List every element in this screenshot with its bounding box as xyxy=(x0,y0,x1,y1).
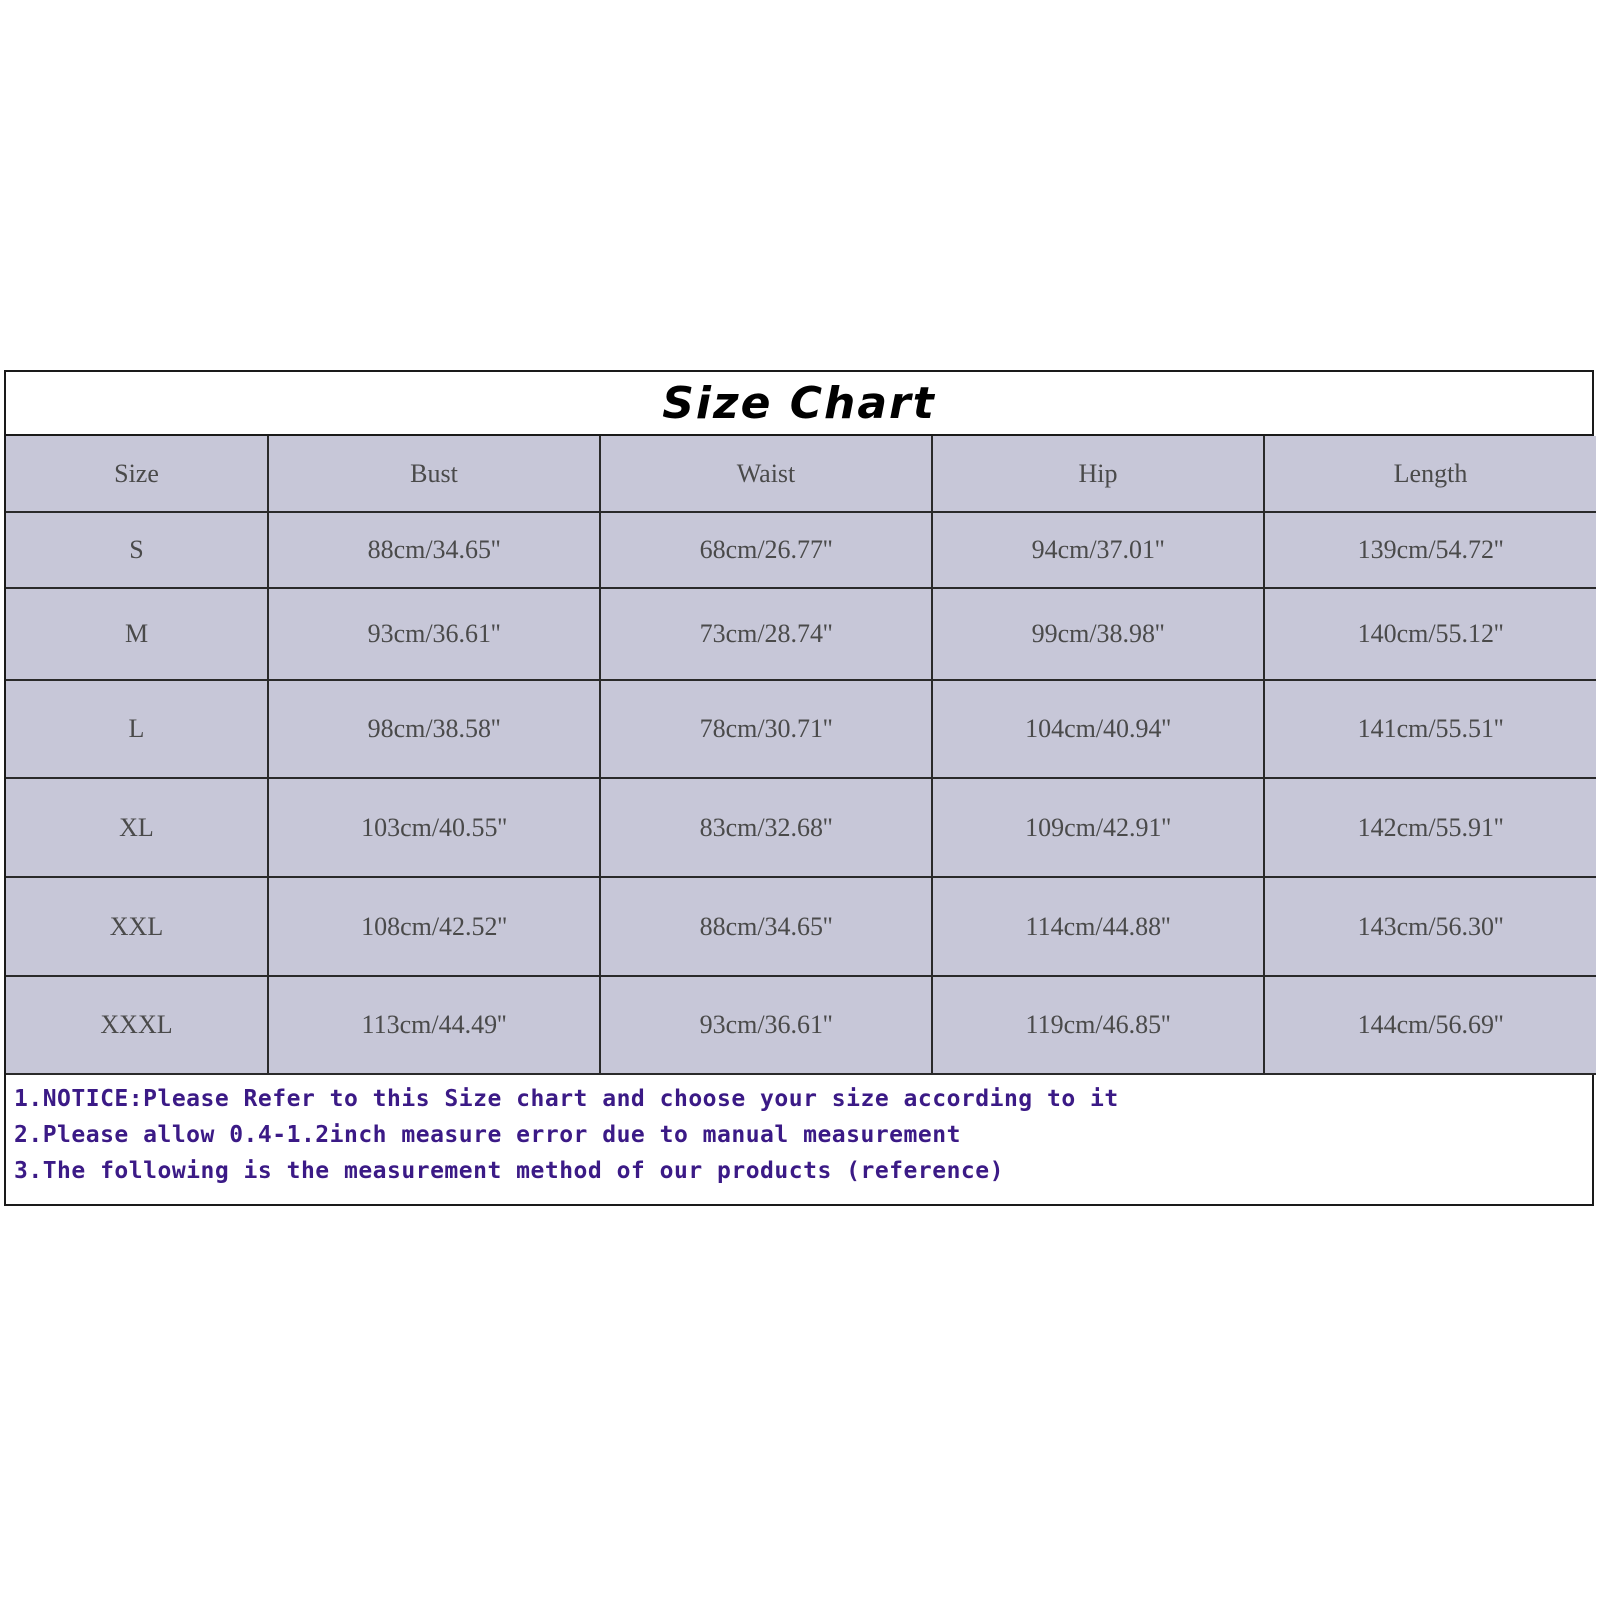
bust-cell: 108cm/42.52'' xyxy=(268,877,600,976)
size-cell: L xyxy=(6,680,268,778)
table-row xyxy=(6,512,1596,588)
length-cell: 140cm/55.12'' xyxy=(1264,588,1596,680)
length-cell: 139cm/54.72'' xyxy=(1264,512,1596,588)
hip-cell: 99cm/38.98'' xyxy=(932,588,1264,680)
waist-cell: 83cm/32.68'' xyxy=(600,778,932,877)
length-cell: 141cm/55.51'' xyxy=(1264,680,1596,778)
header-size: Size xyxy=(6,436,268,512)
length-cell: 144cm/56.69'' xyxy=(1264,976,1596,1074)
header-hip: Hip xyxy=(932,436,1264,512)
size-cell: XXXL xyxy=(6,976,268,1074)
size-cell: XXL xyxy=(6,877,268,976)
waist-cell: 78cm/30.71'' xyxy=(600,680,932,778)
size-table xyxy=(6,436,1596,1075)
size-chart xyxy=(4,370,1594,1206)
length-cell: 142cm/55.91'' xyxy=(1264,778,1596,877)
hip-cell: 109cm/42.91'' xyxy=(932,778,1264,877)
waist-cell: 93cm/36.61'' xyxy=(600,976,932,1074)
hip-cell: 119cm/46.85'' xyxy=(932,976,1264,1074)
table-row xyxy=(6,877,1596,976)
bust-cell: 98cm/38.58'' xyxy=(268,680,600,778)
size-cell: S xyxy=(6,512,268,588)
table-row xyxy=(6,680,1596,778)
table-row xyxy=(6,976,1596,1074)
size-cell: M xyxy=(6,588,268,680)
table-row xyxy=(6,778,1596,877)
chart-title: Size Chart xyxy=(662,377,936,429)
hip-cell: 104cm/40.94'' xyxy=(932,680,1264,778)
hip-cell: 94cm/37.01'' xyxy=(932,512,1264,588)
table-row xyxy=(6,588,1596,680)
table-header-row xyxy=(6,436,1596,512)
notes-section xyxy=(6,1075,1592,1189)
note-measurement-method: 3.The following is the measurement method of our products (reference) xyxy=(14,1158,1004,1184)
title-row xyxy=(6,372,1592,436)
waist-cell: 73cm/28.74'' xyxy=(600,588,932,680)
hip-cell: 114cm/44.88'' xyxy=(932,877,1264,976)
note-measure-error: 2.Please allow 0.4-1.2inch measure error due to manual measurement xyxy=(14,1122,961,1148)
waist-cell: 88cm/34.65'' xyxy=(600,877,932,976)
size-cell: XL xyxy=(6,778,268,877)
bust-cell: 103cm/40.55'' xyxy=(268,778,600,877)
bust-cell: 88cm/34.65'' xyxy=(268,512,600,588)
note-notice: 1.NOTICE:Please Refer to this Size chart and choose your size according to it xyxy=(14,1086,1119,1112)
header-length: Length xyxy=(1264,436,1596,512)
waist-cell: 68cm/26.77'' xyxy=(600,512,932,588)
length-cell: 143cm/56.30'' xyxy=(1264,877,1596,976)
bust-cell: 93cm/36.61'' xyxy=(268,588,600,680)
header-bust: Bust xyxy=(268,436,600,512)
bust-cell: 113cm/44.49'' xyxy=(268,976,600,1074)
header-waist: Waist xyxy=(600,436,932,512)
